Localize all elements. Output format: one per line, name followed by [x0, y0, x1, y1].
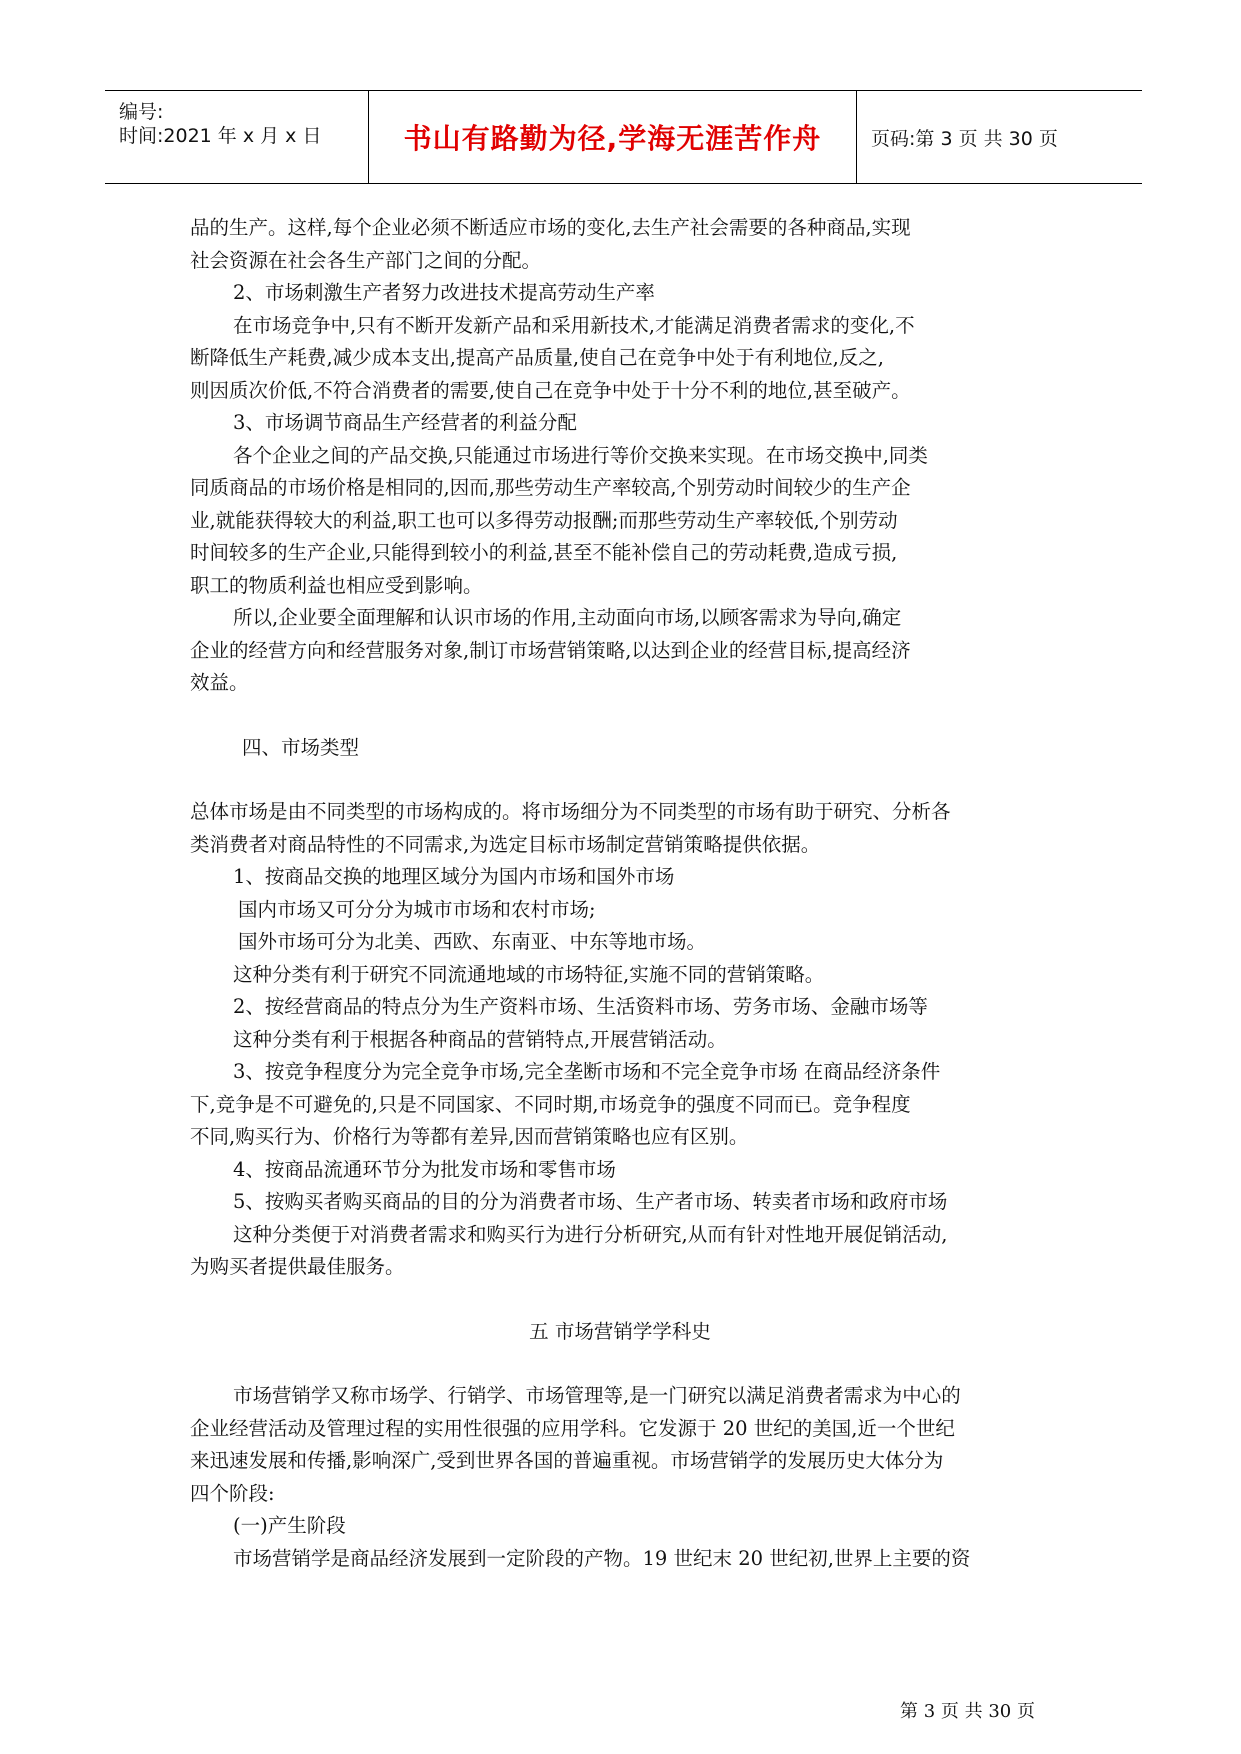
subheading: 5、按购买者购买商品的目的分为消费者市场、生产者市场、转卖者市场和政府市场 [233, 1190, 948, 1213]
paragraph-line: 同质商品的市场价格是相同的,因而,那些劳动生产率较高,个别劳动时间较少的生产企 [190, 476, 911, 499]
paragraph-line: 在市场竞争中,只有不断开发新产品和采用新技术,才能满足消费者需求的变化,不 [233, 313, 915, 337]
paragraph-line: 为购买者提供最佳服务。 [190, 1255, 405, 1278]
page-footer: 第 3 页 共 30 页 [900, 1701, 1035, 1722]
paragraph-line: 业,就能获得较大的利益,职工也可以多得劳动报酬;而那些劳动生产率较低,个别劳动 [190, 508, 898, 532]
paragraph-line: 这种分类有利于研究不同流通地域的市场特征,实施不同的营销策略。 [233, 962, 825, 986]
paragraph-line: 职工的物质利益也相应受到影响。 [190, 573, 483, 597]
section-heading: 四、市场类型 [242, 735, 360, 759]
subheading: 4、按商品流通环节分为批发市场和零售市场 [233, 1157, 616, 1181]
subheading: (一)产生阶段 [233, 1514, 346, 1537]
paragraph-line: 不同,购买行为、价格行为等都有差异,因而营销策略也应有区别。 [190, 1125, 749, 1148]
paragraph-line: 时间较多的生产企业,只能得到较小的利益,甚至不能补偿自己的劳动耗费,造成亏损, [190, 541, 898, 564]
paragraph-line: 效益。 [190, 671, 249, 694]
paragraph-line: 四个阶段: [190, 1481, 275, 1505]
paragraph-line: 国内市场又可分分为城市市场和农村市场; [238, 897, 596, 921]
paragraph-line: 各个企业之间的产品交换,只能通过市场进行等价交换来实现。在市场交换中,同类 [233, 443, 928, 467]
subheading: 2、按经营商品的特点分为生产资料市场、生活资料市场、劳务市场、金融市场等 [233, 995, 928, 1018]
header-meta-cell [105, 91, 368, 183]
paragraph-line: 这种分类便于对消费者需求和购买行为进行分析研究,从而有针对性地开展促销活动, [233, 1222, 948, 1246]
paragraph-line: 市场营销学又称市场学、行销学、市场管理等,是一门研究以满足消费者需求为中心的 [233, 1384, 961, 1407]
time-label: 时间:2021 年 x 月 x 日 [119, 125, 322, 147]
paragraph-line: 则因质次价低,不符合消费者的需要,使自己在竞争中处于十分不利的地位,甚至破产。 [190, 378, 911, 402]
paragraph-line: 企业经营活动及管理过程的实用性很强的应用学科。它发源于 20 世纪的美国,近一个世纪 [190, 1416, 955, 1440]
document-header [105, 90, 1142, 184]
document-body [190, 212, 1050, 1575]
section-heading: 五 市场营销学学科史 [529, 1319, 711, 1343]
subheading: 2、市场刺激生产者努力改进技术提高劳动生产率 [233, 281, 655, 304]
paragraph-line: 企业的经营方向和经营服务对象,制订市场营销策略,以达到企业的经营目标,提高经济 [190, 638, 911, 662]
subheading: 3、市场调节商品生产经营者的利益分配 [233, 411, 577, 434]
paragraph-line: 来迅速发展和传播,影响深广,受到世界各国的普遍重视。市场营销学的发展历史大体分为 [190, 1449, 944, 1472]
paragraph-line: 下,竞争是不可避免的,只是不同国家、不同时期,市场竞争的强度不同而已。竞争程度 [190, 1092, 911, 1116]
number-label: 编号: [119, 101, 164, 123]
header-motto-cell [368, 91, 857, 183]
paragraph-line: 市场营销学是商品经济发展到一定阶段的产物。19 世纪末 20 世纪初,世界上主要的资 [233, 1546, 971, 1570]
subheading: 1、按商品交换的地理区域分为国内市场和国外市场 [233, 865, 675, 888]
paragraph-line: 所以,企业要全面理解和认识市场的作用,主动面向市场,以顾客需求为导向,确定 [233, 606, 902, 629]
motto-text: 书山有路勤为径,学海无涯苦作舟 [403, 122, 822, 155]
paragraph-line: 总体市场是由不同类型的市场构成的。将市场细分为不同类型的市场有助于研究、分析各 [190, 800, 951, 823]
paragraph-line: 品的生产。这样,每个企业必须不断适应市场的变化,去生产社会需要的各种商品,实现 [190, 216, 911, 239]
paragraph-line: 国外市场可分为北美、西欧、东南亚、中东等地市场。 [238, 930, 707, 953]
header-page-cell [857, 91, 1142, 183]
page-code: 页码:第 3 页 共 30 页 [871, 127, 1058, 150]
paragraph-line: 类消费者对商品特性的不同需求,为选定目标市场制定营销策略提供依据。 [190, 832, 821, 856]
paragraph-line: 社会资源在社会各生产部门之间的分配。 [190, 248, 542, 272]
paragraph-line: 断降低生产耗费,减少成本支出,提高产品质量,使自己在竞争中处于有利地位,反之, [190, 346, 884, 369]
subheading: 3、按竞争程度分为完全竞争市场,完全垄断市场和不完全竞争市场 在商品经济条件 [233, 1060, 941, 1083]
paragraph-line: 这种分类有利于根据各种商品的营销特点,开展营销活动。 [233, 1027, 727, 1051]
